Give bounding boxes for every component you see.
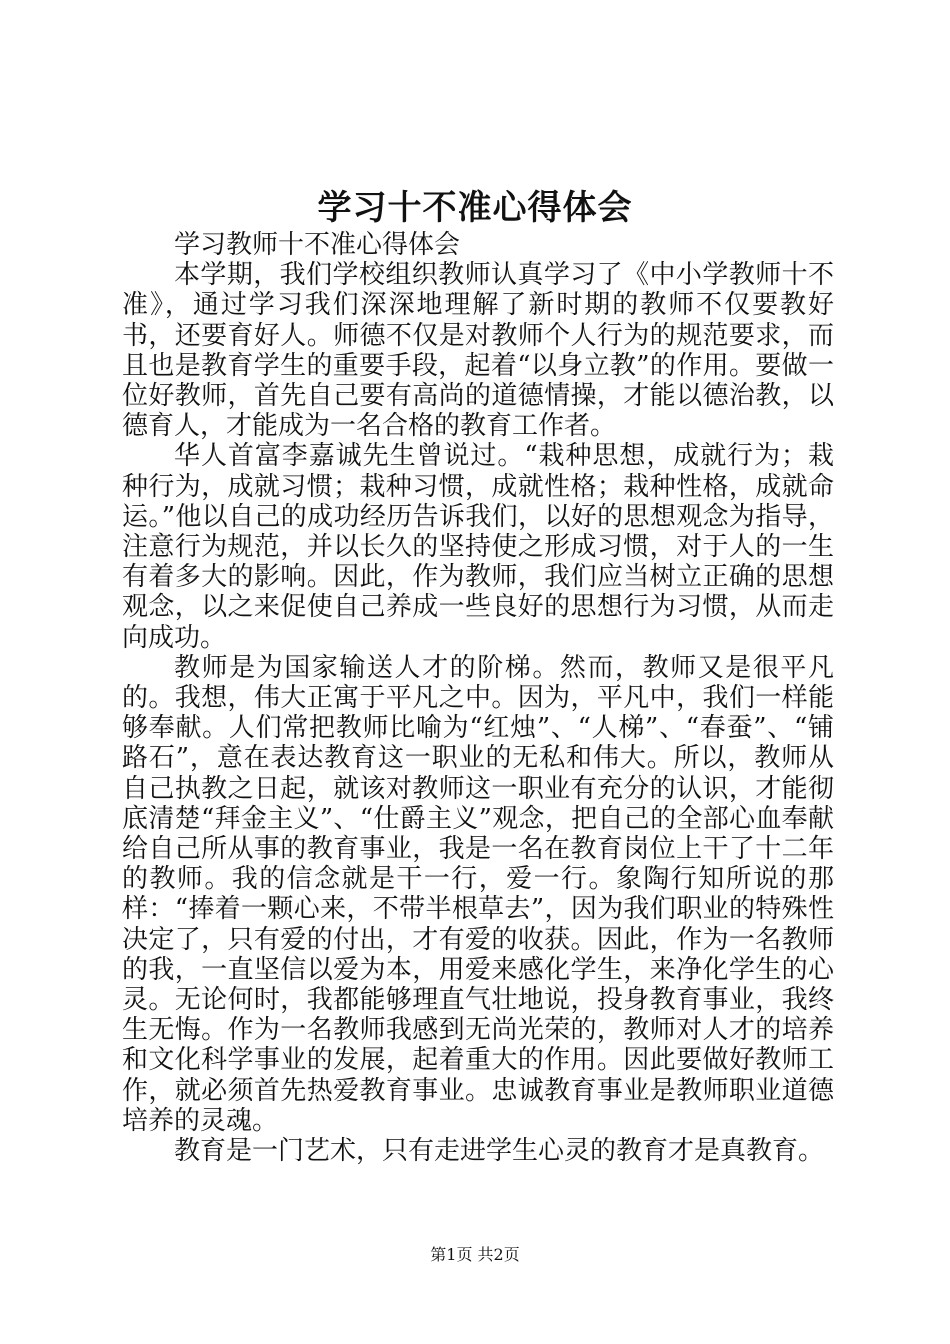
document-body: [122, 230, 834, 1166]
paragraph-4: 教育是一门艺术，只有走进学生心灵的教育才是真教育。: [174, 1136, 825, 1167]
document-title: 学习十不准心得体会: [317, 188, 633, 228]
page-footer: 第1页 共2页: [430, 1245, 520, 1264]
paragraph-subtitle: 学习教师十不准心得体会: [174, 230, 461, 260]
paragraph-2: 华人首富李嘉诚先生曾说过。“栽种思想，成就行为；栽种行为，成就习惯；栽种习惯，成就性格；栽种性格，成就命运。”他以自己的成功经历告诉我们，以好的思想观念为指导，注意行为规范，并以长久的坚持使之形成习惯，对于人的一生有着多大的影响。因此，作为教师，我们应当树立正确的思想观念，以之来促使自己养成一些良好的思想行为习惯，从而走向成功。: [122, 441, 834, 653]
paragraph-3: 教师是为国家输送人才的阶梯。然而，教师又是很平凡的。我想，伟大正寓于平凡之中。因为，平凡中，我们一样能够奉献。人们常把教师比喻为“红烛”、“人梯”、“春蚕”、“铺路石”，意在表达教育这一职业的无私和伟大。所以，教师从自己执教之日起，就该对教师这一职业有充分的认识，才能彻底清楚“拜金主义”、“仕爵主义”观念，把自己的全部心血奉献给自己所从事的教育事业，我是一名在教育岗位上干了十二年的教师。我的信念就是干一行，爱一行。象陶行知所说的那样：“捧着一颗心来，不带半根草去”，因为我们职业的特殊性决定了，只有爱的付出，才有爱的收获。因此，作为一名教师的我，一直坚信以爱为本，用爱来感化学生，来净化学生的心灵。无论何时，我都能够理直气壮地说，投身教育事业，我终生无悔。作为一名教师我感到无尚光荣的，教师对人才的培养和文化科学事业的发展，起着重大的作用。因此要做好教师工作，就必须首先热爱教育事业。忠诚教育事业是教师职业道德培养的灵魂。: [122, 652, 834, 1136]
paragraph-1: 本学期，我们学校组织教师认真学习了《中小学教师十不准》，通过学习我们深深地理解了新时期的教师不仅要教好书，还要育好人。师德不仅是对教师个人行为的规范要求，而且也是教育学生的重要手段，起着“以身立教”的作用。要做一位好教师，首先自己要有高尚的道德情操，才能以德治教，以德育人，才能成为一名合格的教育工作者。: [122, 260, 834, 442]
